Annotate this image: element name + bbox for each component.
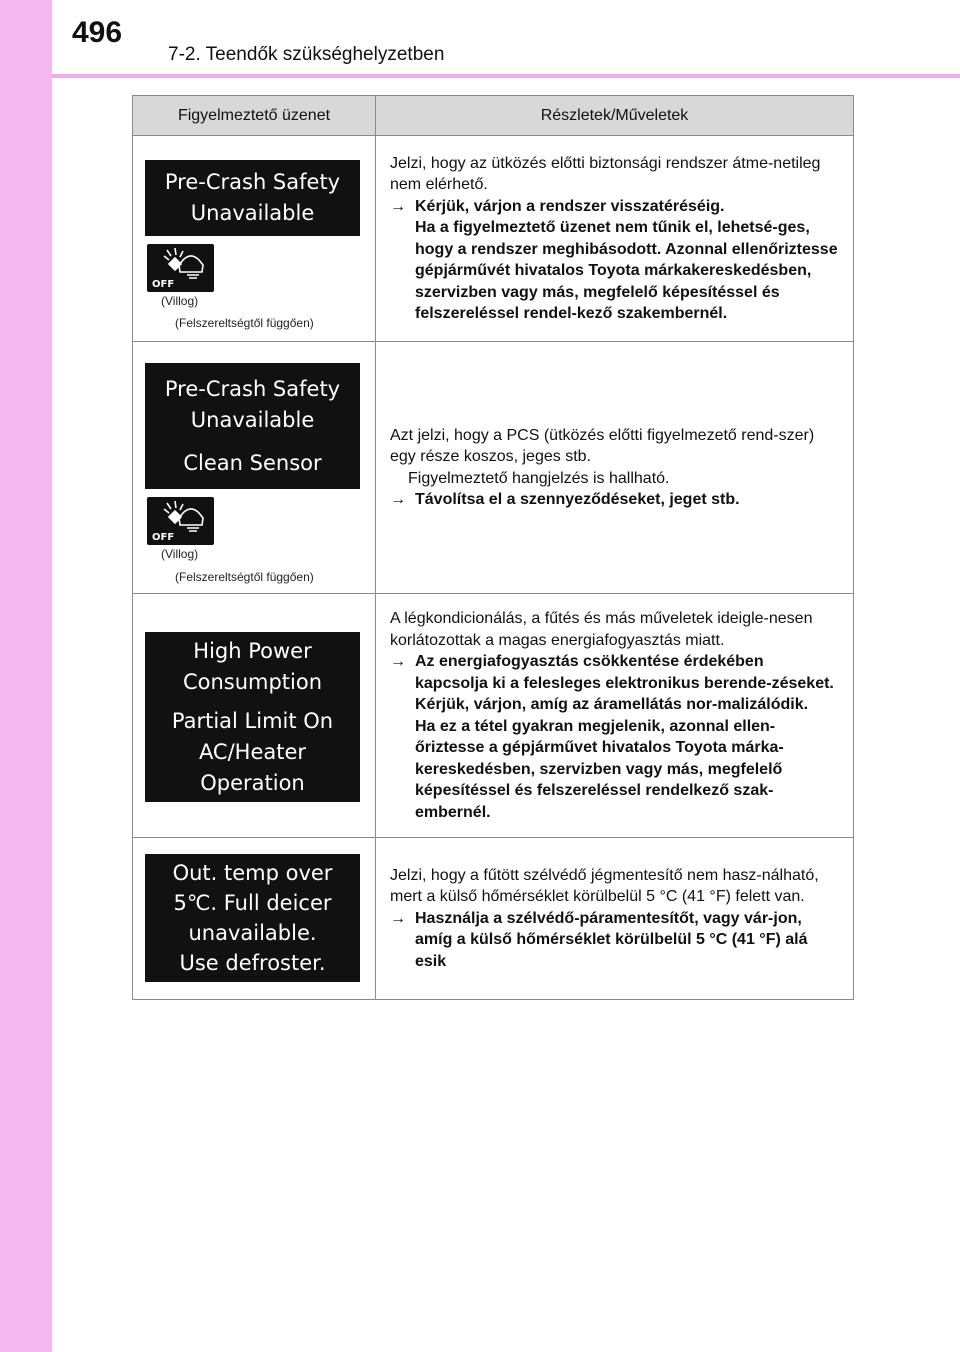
panel-line: Unavailable	[190, 201, 315, 225]
panel-line: 5℃. Full deicer	[173, 891, 332, 915]
page-number: 496	[72, 16, 123, 49]
action-line	[390, 651, 839, 716]
details-cell	[376, 136, 854, 342]
panel-line: unavailable.	[188, 921, 317, 945]
message-cell	[133, 136, 376, 342]
panel-line: Operation	[200, 770, 305, 795]
panel-line: Partial Limit On	[171, 708, 334, 733]
action-text: Kérjük, várjon a rendszer visszatéréséig.	[415, 197, 725, 215]
arrow-icon: →	[390, 491, 406, 508]
equipment-note: (Felszereltségtől függően)	[175, 316, 314, 330]
icon-off-label: OFF	[152, 279, 175, 290]
panel-line: AC/Heater	[198, 739, 307, 764]
warning-table	[132, 95, 854, 1000]
table-header-row	[133, 96, 854, 136]
icon-caption: (Villog)	[161, 547, 199, 561]
details-cell	[376, 342, 854, 594]
action-continuation: Ha a figyelmeztető üzenet nem tűnik el, lehetsé-ges, hogy a rendszer meghibásodott. Azonnal ellenőriztesse gépjárművét hivatalos Toyota márkakereskedésben, szervizben vagy más, megfelelő képesítéssel és felszereléssel rendel-kező szakembernél.	[415, 219, 838, 322]
action-continuation: Ha ez a tétel gyakran megjelenik, azonnal ellen-őriztesse a gépjárművet hivatalos Toyota márka-kereskedésben, szervizben vagy más, megfelelő képesítéssel és felszereléssel rendelkező szak-embernél.	[415, 717, 784, 821]
table-row	[133, 838, 854, 1000]
detail-note: Figyelmeztető hangjelzés is hallható.	[408, 469, 670, 487]
arrow-icon: →	[390, 909, 406, 927]
detail-intro: Azt jelzi, hogy a PCS (ütközés előtti figyelmezető rend-szer) egy része koszos, jeges stb.	[390, 426, 815, 465]
message-cell	[133, 342, 376, 594]
section-title: 7-2. Teendők szükséghelyzetben	[168, 44, 445, 65]
panel-line: Consumption	[182, 669, 323, 694]
arrow-icon: →	[390, 653, 406, 670]
equipment-note: (Felszereltségtől függően)	[175, 570, 314, 584]
detail-intro: Jelzi, hogy az ütközés előtti biztonsági rendszer átme-netileg nem elérhető.	[390, 154, 821, 193]
column-header-message: Figyelmeztető üzenet	[133, 96, 376, 136]
arrow-icon: →	[390, 197, 406, 215]
action-line	[390, 196, 839, 218]
pcs-off-warning-icon	[147, 497, 214, 545]
details-cell	[376, 594, 854, 838]
message-cell	[133, 594, 376, 838]
pcs-off-warning-icon	[147, 244, 214, 292]
column-header-details: Részletek/Műveletek	[376, 96, 854, 136]
details-cell	[376, 838, 854, 1000]
panel-line: Pre-Crash Safety	[164, 376, 341, 401]
table-row	[133, 594, 854, 838]
side-strip	[0, 0, 52, 1352]
message-cell	[133, 838, 376, 1000]
action-text: Az energiafogyasztás csökkentése érdekében kapcsolja ki a felesleges elektronikus berende-zéseket. Kérjük, várjon, amíg az áramellátás nor-malizálódik.	[415, 653, 834, 713]
warning-display-panel	[145, 363, 360, 489]
panel-line: Unavailable	[190, 407, 315, 432]
action-text: Használja a szélvédő-páramentesítőt, vagy vár-jon, amíg a külső hőmérséklet körülbelül 5 °C (41 °F) alá esik	[415, 909, 808, 970]
header-rule	[52, 74, 960, 78]
action-line	[390, 908, 839, 973]
warning-display-panel	[145, 160, 360, 236]
action-text: Távolítsa el a szennyeződéseket, jeget stb.	[415, 491, 740, 508]
table-row	[133, 136, 854, 342]
detail-intro: A légkondicionálás, a fűtés és más műveletek ideigle-nesen korlátozottak a magas energiafogyasztás miatt.	[390, 610, 813, 649]
panel-line: Out. temp over	[172, 861, 333, 885]
table-row	[133, 342, 854, 594]
panel-line: Clean Sensor	[183, 450, 322, 475]
icon-off-label: OFF	[152, 532, 175, 543]
warning-display-panel	[145, 632, 360, 802]
panel-line: Use defroster.	[179, 951, 326, 975]
detail-intro: Jelzi, hogy a fűtött szélvédő jégmentesítő nem hasz-nálható, mert a külső hőmérséklet körülbelül 5 °C (41 °F) felett van.	[390, 866, 819, 906]
action-line	[390, 489, 839, 511]
panel-line: Pre-Crash Safety	[164, 170, 341, 194]
warning-display-panel	[145, 854, 360, 982]
panel-line: High Power	[193, 638, 312, 663]
icon-caption: (Villog)	[161, 294, 199, 308]
